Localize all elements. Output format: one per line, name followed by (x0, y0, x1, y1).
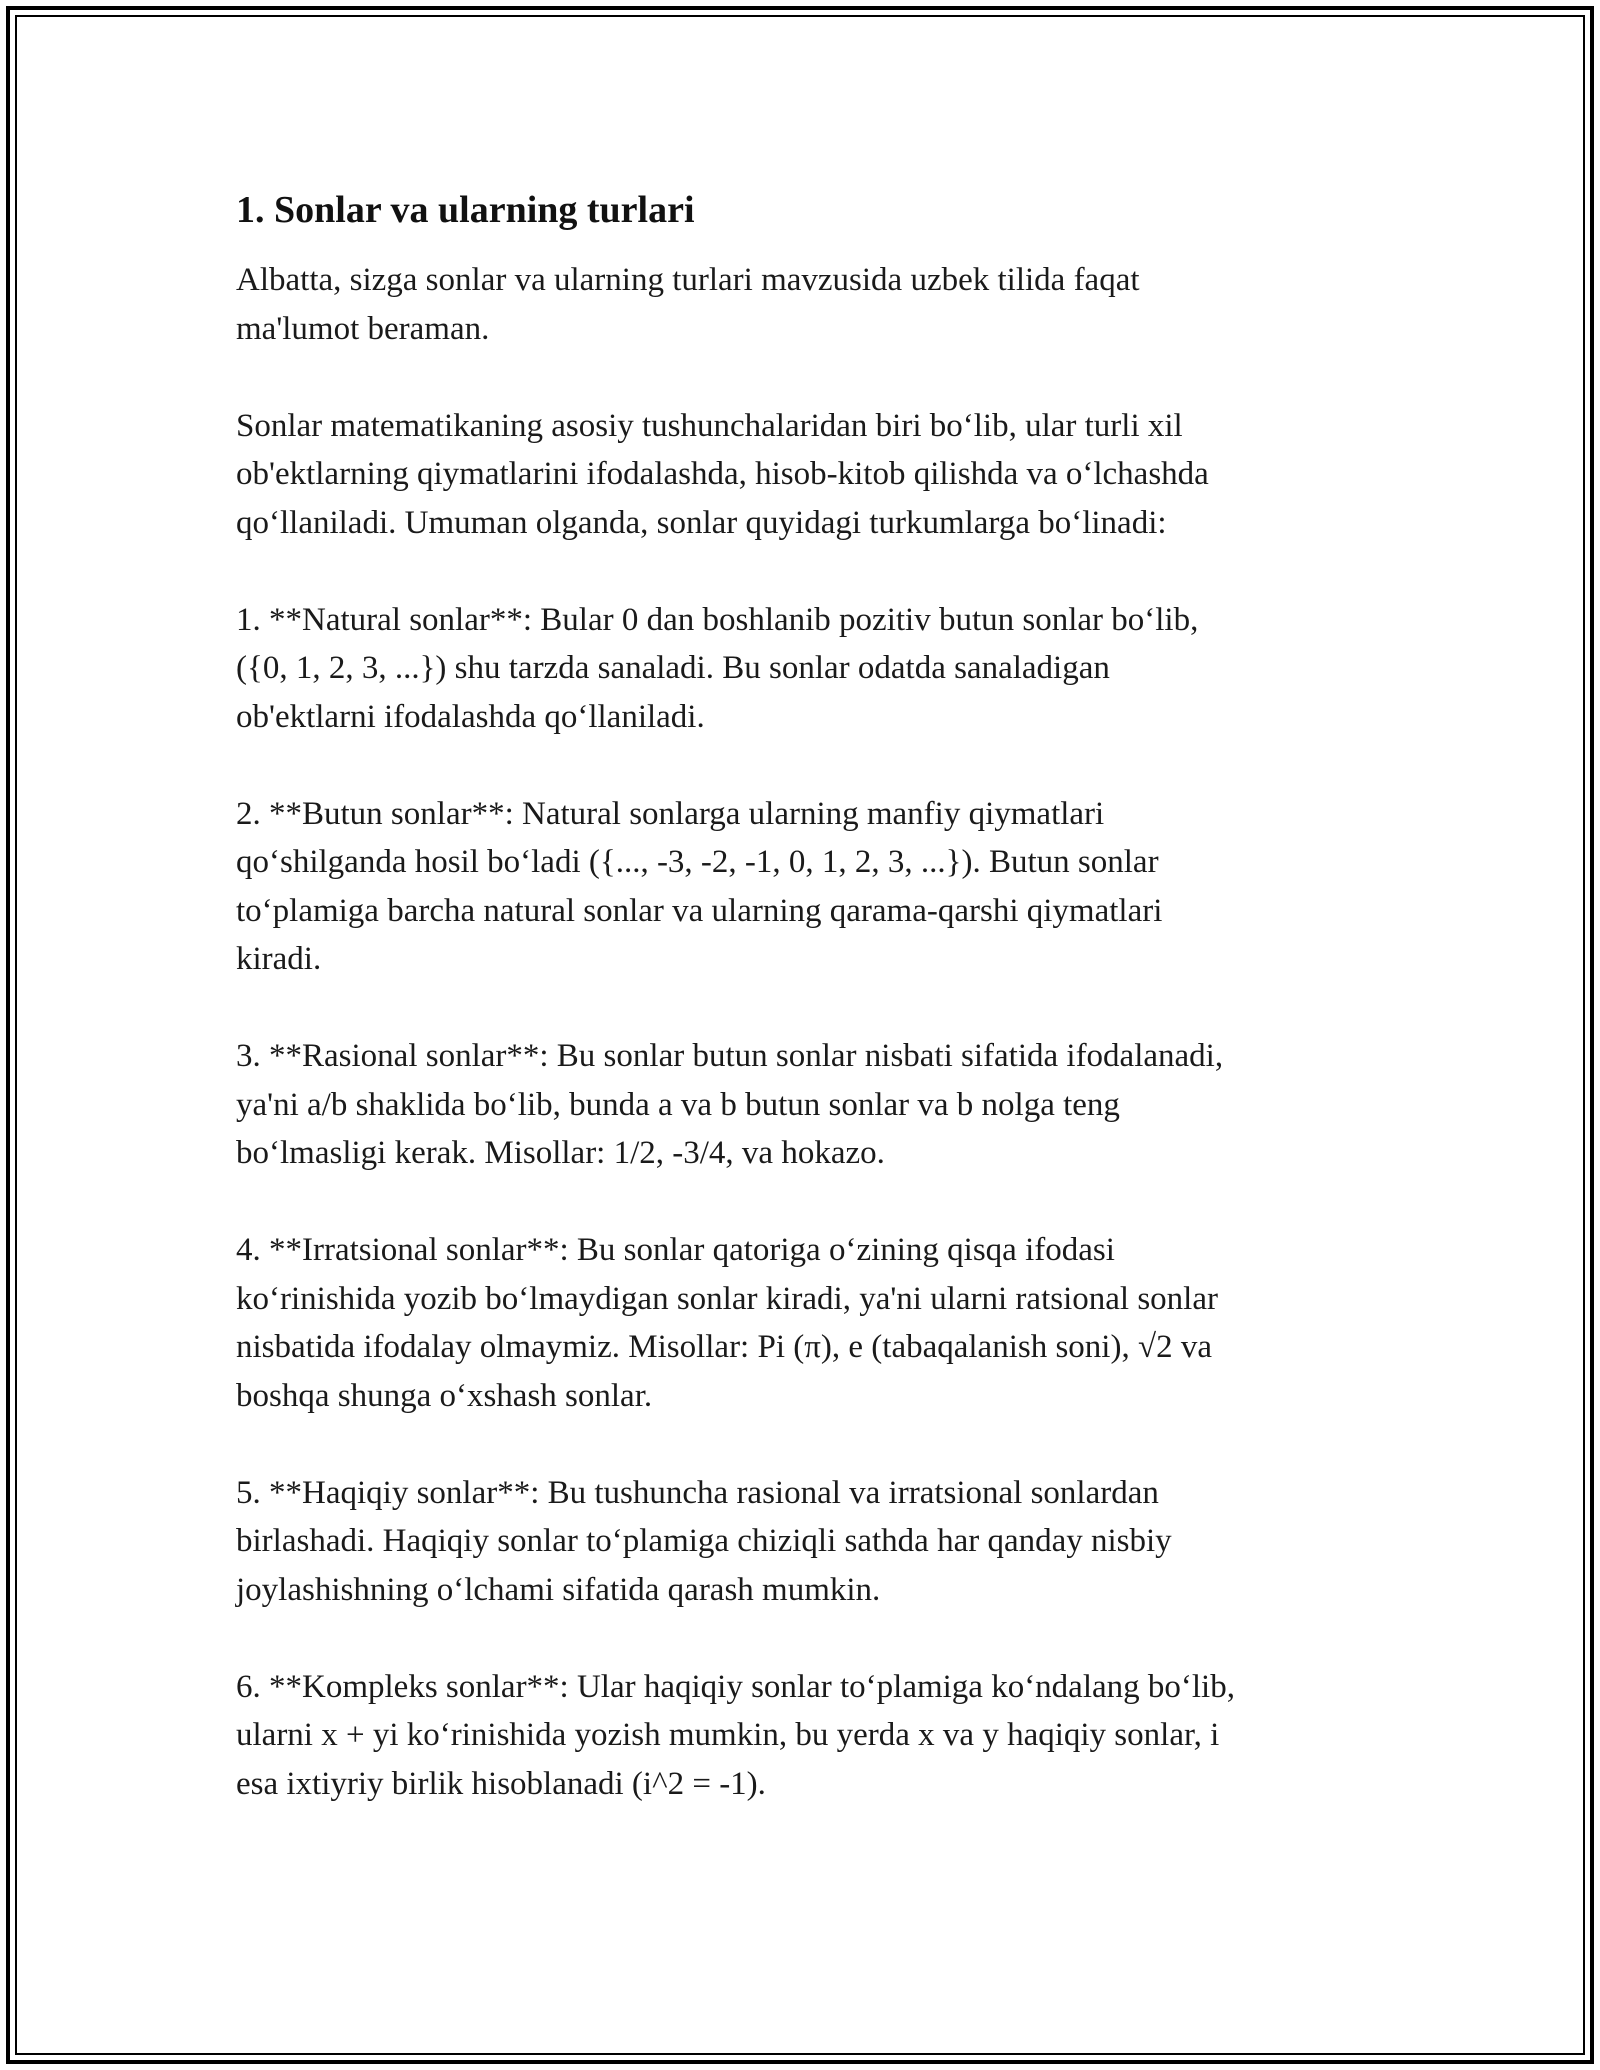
complex-numbers-paragraph: 6. **Kompleks sonlar**: Ular haqiqiy sonlar to‘plamiga ko‘ndalang bo‘lib, ularni x + yi ko‘rinishida yozish mumkin, bu yerda x va y haqiqiy sonlar, i esa ixtiyriy birlik hisoblanadi (i^2 = -1). (236, 1668, 1235, 1802)
document-title: 1. Sonlar va ularning turlari (236, 189, 695, 231)
integers-paragraph: 2. **Butun sonlar**: Natural sonlarga ularning manfiy qiymatlari qo‘shilganda hosil bo‘ladi ({..., -3, -2, -1, 0, 1, 2, 3, ...}). Butun sonlar to‘plamiga barcha natural sonlar va ularning qarama-qarshi qiymatlari kiradi. (236, 795, 1163, 977)
rational-numbers-paragraph: 3. **Rasional sonlar**: Bu sonlar butun sonlar nisbati sifatida ifodalanadi, ya'ni a/b shaklida bo‘lib, bunda a va b butun sonlar va b nolga teng bo‘lmasligi kerak. Misollar: 1/2, -3/4, va hokazo. (236, 1038, 1224, 1171)
overview-paragraph: Sonlar matematikaning asosiy tushunchalaridan biri bo‘lib, ular turli xil ob'ektlarning qiymatlarini ifodalashda, hisob-kitob qilishda va o‘lchashda qo‘llaniladi. Umuman olganda, sonlar quyidagi turkumlarga bo‘linadi: (236, 407, 1209, 541)
real-numbers-paragraph: 5. **Haqiqiy sonlar**: Bu tushuncha rasional va irratsional sonlardan birlashadi. Haqiqiy sonlar to‘plamiga chiziqli sathda har qanday nisbiy joylashishning o‘lchami sifatida qarash mumkin. (236, 1474, 1172, 1608)
document-body (236, 186, 1376, 1857)
irrational-numbers-paragraph: 4. **Irratsional sonlar**: Bu sonlar qatoriga o‘zining qisqa ifodasi ko‘rinishida yozib bo‘lmaydigan sonlar kiradi, ya'ni ularni ratsional sonlar nisbatida ifodalay olmaymiz. Misollar: Pi (π), e (tabaqalanish soni), √2 va boshqa shunga o‘xshash sonlar. (236, 1232, 1218, 1414)
intro-paragraph: Albatta, sizga sonlar va ularning turlari mavzusida uzbek tilida faqat ma'lumot beraman. (236, 262, 1140, 347)
natural-numbers-paragraph: 1. **Natural sonlar**: Bular 0 dan boshlanib pozitiv butun sonlar bo‘lib, ({0, 1, 2, 3, ...}) shu tarzda sanaladi. Bu sonlar odatda sanaladigan ob'ektlarni ifodalashda qo‘llaniladi. (236, 601, 1199, 735)
